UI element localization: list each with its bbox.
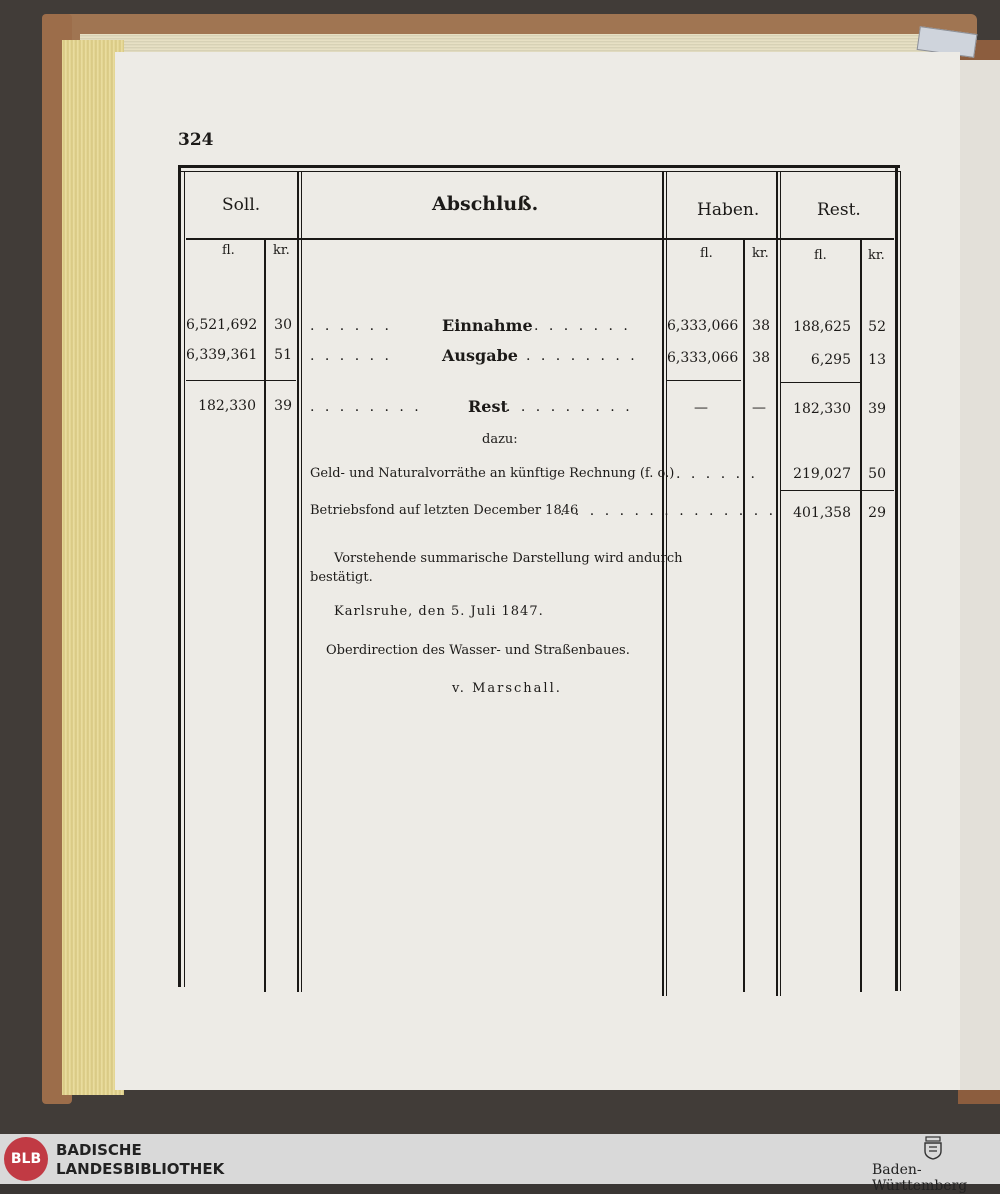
rest-fl-cell: 182,330 xyxy=(793,401,851,417)
leader-dots: . . . . . . . . xyxy=(310,399,422,415)
unit-soll-fl: fl. xyxy=(222,243,235,258)
haben-kr-cell: 38 xyxy=(752,350,770,366)
dazu-label: dazu: xyxy=(482,432,518,447)
place-date: Karlsruhe, den 5. Juli 1847. xyxy=(334,604,544,619)
row-label: Betriebsfond auf letzten December 1846 xyxy=(310,503,579,518)
rest-kr-cell: 29 xyxy=(868,505,886,521)
rest-kr-cell: 13 xyxy=(868,352,886,368)
leader-dots: . . . . . . . . . xyxy=(506,399,633,415)
unit-rest-fl: fl. xyxy=(814,248,827,263)
haben-fl-cell: — xyxy=(694,400,708,416)
state-name: Baden-Württemberg xyxy=(872,1162,968,1194)
leader-dots: . . . . . . . xyxy=(534,318,631,334)
header-abschluss: Abschluß. xyxy=(432,193,539,215)
rest-fl-cell: 401,358 xyxy=(793,505,851,521)
rest-fl-cell: 6,295 xyxy=(810,352,851,368)
statement-text-end: bestätigt. xyxy=(310,570,373,585)
soll-kr-cell: 39 xyxy=(274,398,292,414)
page-number: 324 xyxy=(178,130,214,150)
signature: v. Marschall. xyxy=(452,681,562,696)
rest-fl-cell: 188,625 xyxy=(793,319,851,335)
unit-rest-kr: kr. xyxy=(868,248,885,263)
row-label: Einnahme xyxy=(442,316,533,335)
rest-kr-cell: 52 xyxy=(868,319,886,335)
row-label: Ausgabe xyxy=(442,346,518,365)
unit-haben-kr: kr. xyxy=(752,246,769,261)
library-name xyxy=(56,1141,224,1179)
leader-dots: . . . . . . xyxy=(676,466,758,482)
rest-fl-cell: 219,027 xyxy=(793,466,851,482)
haben-kr-cell: 38 xyxy=(752,318,770,334)
header-haben: Haben. xyxy=(697,200,760,220)
header-soll: Soll. xyxy=(222,195,261,215)
leader-dots: . . . . . . xyxy=(310,348,392,364)
haben-kr-cell: — xyxy=(752,400,766,416)
soll-kr-cell: 30 xyxy=(274,317,292,333)
blb-logo[interactable]: BLB xyxy=(4,1137,48,1181)
soll-fl-cell: 182,330 xyxy=(198,398,256,414)
unit-soll-kr: kr. xyxy=(273,243,290,258)
leader-dots: . . . . . . . . xyxy=(526,348,638,364)
haben-fl-cell: 6,333,066 xyxy=(667,318,739,334)
leader-dots: . . . . . . . . . . . . . . . xyxy=(560,503,777,519)
library-name-line2: LANDESBIBLIOTHEK xyxy=(56,1160,225,1178)
state-crest-icon xyxy=(922,1136,944,1160)
header-rest: Rest. xyxy=(817,200,861,220)
authority-name: Oberdirection des Wasser- und Straßenbaues. xyxy=(326,643,630,658)
rest-kr-cell: 39 xyxy=(868,401,886,417)
soll-fl-cell: 6,521,692 xyxy=(186,317,258,333)
rest-kr-cell: 50 xyxy=(868,466,886,482)
soll-fl-cell: 6,339,361 xyxy=(186,347,258,363)
leader-dots: . . . . . . xyxy=(310,318,392,334)
haben-fl-cell: 6,333,066 xyxy=(667,350,739,366)
soll-kr-cell: 51 xyxy=(274,347,292,363)
facing-page-edge xyxy=(960,60,1000,1090)
statement-text: Vorstehende summarische Darstellung wird andurch xyxy=(334,551,683,566)
row-label: Geld- und Naturalvorräthe an künftige Rechnung (f. o.) xyxy=(310,466,675,481)
library-name-line1: BADISCHE xyxy=(56,1141,142,1159)
row-label: Rest xyxy=(468,397,508,416)
unit-haben-fl: fl. xyxy=(700,246,713,261)
